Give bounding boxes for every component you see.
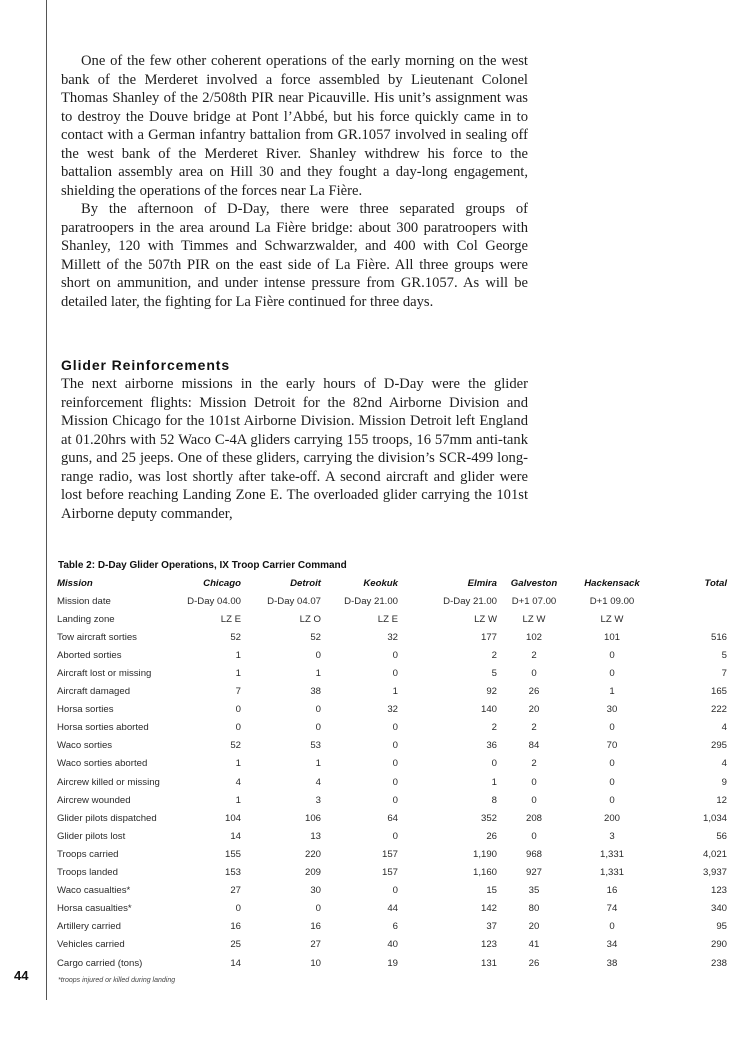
table-cell: 14 xyxy=(230,957,241,969)
table-row xyxy=(57,845,727,863)
table-row xyxy=(57,900,727,918)
table-cell: 0 xyxy=(235,704,241,716)
row-label: Waco sorties xyxy=(57,740,113,752)
table-cell: 209 xyxy=(304,867,321,879)
table-row xyxy=(57,683,727,701)
row-label: Artillery carried xyxy=(57,921,121,933)
table-cell: 968 xyxy=(525,848,542,860)
table-cell: 32 xyxy=(387,631,398,643)
table-cell: 0 xyxy=(392,830,398,842)
table-cell: 44 xyxy=(387,903,398,915)
table-cell: 1 xyxy=(315,758,321,770)
table-row xyxy=(57,628,727,646)
table-row xyxy=(57,918,727,936)
table-row xyxy=(57,827,727,845)
table-cell: 1 xyxy=(392,686,398,698)
table-cell: 40 xyxy=(387,939,398,951)
table-header-row xyxy=(57,574,727,592)
table-cell: 140 xyxy=(480,704,497,716)
table-cell: 38 xyxy=(606,957,618,969)
table-row xyxy=(57,864,727,882)
table-cell: 106 xyxy=(304,812,321,824)
table-cell: 84 xyxy=(528,740,540,752)
table-cell: 5 xyxy=(721,649,727,661)
row-label: Waco sorties aborted xyxy=(57,758,148,770)
table-title: Table 2: D-Day Glider Operations, IX Troop Carrier Command xyxy=(58,560,347,571)
table-cell: D-Day 21.00 xyxy=(443,595,497,607)
table-cell: 153 xyxy=(224,867,241,879)
paragraph-shanley: One of the few other coherent operations of the early morning on the west bank of the Merderet involved a force assembled by Lieutenant Colonel Thomas Shanley of the 2/508th PIR near Picauville. His unit’s assignment was to destroy the Douve bridge at Pont l’Abbé, but his force quickly came in to contact with a German infantry battalion from GR.1057 involved in sealing off the west bank of the Merderet River. Shanley withdrew his force to the battalion assembly area on Hill 30 and they fought a day-long engagement, shielding the operations of the forces near La Fière. xyxy=(61,53,528,199)
table-cell: 0 xyxy=(392,758,398,770)
row-label: Aircraft damaged xyxy=(57,686,131,698)
table-cell: 2 xyxy=(491,722,497,734)
table-row xyxy=(57,719,727,737)
table-cell: 26 xyxy=(528,686,540,698)
table-cell: 74 xyxy=(606,903,618,915)
table-row xyxy=(57,701,727,719)
table-cell: 200 xyxy=(603,812,620,824)
table-cell: 56 xyxy=(716,830,727,842)
table-cell: 7 xyxy=(235,686,241,698)
table-cell: 19 xyxy=(387,957,398,969)
table-cell: 4,021 xyxy=(702,848,727,860)
table-cell: 0 xyxy=(392,649,398,661)
table-cell: 0 xyxy=(315,903,321,915)
table-cell: 12 xyxy=(716,794,727,806)
table-cell xyxy=(653,610,727,628)
table-cell: 10 xyxy=(310,957,321,969)
table-cell: 14 xyxy=(230,830,241,842)
row-label: Mission date xyxy=(57,595,111,607)
table-cell: 1 xyxy=(315,668,321,680)
column-header: Mission xyxy=(57,577,93,589)
margin-rule xyxy=(46,0,47,1000)
table-cell: 222 xyxy=(710,704,727,716)
table-cell: 0 xyxy=(531,776,537,788)
table-cell: 0 xyxy=(392,776,398,788)
table-body xyxy=(57,592,727,972)
table-row xyxy=(57,755,727,773)
glider-operations-table xyxy=(57,574,727,972)
row-label: Troops landed xyxy=(57,867,118,879)
table-cell: 92 xyxy=(486,686,497,698)
table-cell: 1 xyxy=(235,758,241,770)
table-cell: 1,034 xyxy=(702,812,727,824)
table-cell: 9 xyxy=(721,776,727,788)
table-cell: 1,331 xyxy=(599,867,624,879)
table-cell: 4 xyxy=(235,776,241,788)
table-cell: 52 xyxy=(230,740,241,752)
table-cell: 53 xyxy=(310,740,321,752)
row-label: Waco casualties* xyxy=(57,885,131,897)
table-cell: 516 xyxy=(710,631,727,643)
table-cell: 0 xyxy=(392,722,398,734)
table-cell: LZ E xyxy=(377,613,398,625)
table-cell: 2 xyxy=(531,722,537,734)
table-cell: 0 xyxy=(315,704,321,716)
row-label: Tow aircraft sorties xyxy=(57,631,137,643)
table-cell: 155 xyxy=(224,848,241,860)
table-row xyxy=(57,773,727,791)
column-header: Elmira xyxy=(467,577,497,589)
table-cell: 4 xyxy=(721,722,727,734)
row-label: Horsa sorties aborted xyxy=(57,722,149,734)
table-cell: 30 xyxy=(606,704,618,716)
column-header: Detroit xyxy=(290,577,321,589)
table-cell xyxy=(653,592,727,610)
table-cell: 0 xyxy=(609,722,615,734)
table-cell: 0 xyxy=(315,722,321,734)
table-cell: 1,190 xyxy=(472,848,497,860)
table-cell: 165 xyxy=(710,686,727,698)
table-cell: 0 xyxy=(392,794,398,806)
table-cell: 13 xyxy=(310,830,321,842)
table-cell: 16 xyxy=(310,921,321,933)
row-label: Cargo carried (tons) xyxy=(57,957,143,969)
row-label: Aircrew killed or missing xyxy=(57,776,160,788)
table-cell: 290 xyxy=(710,939,727,951)
table-cell: 4 xyxy=(721,758,727,770)
table-cell: 0 xyxy=(531,794,537,806)
table-cell: LZ W xyxy=(600,613,624,625)
table-cell: 95 xyxy=(716,921,727,933)
body-text-top xyxy=(61,52,528,311)
table-cell: 1 xyxy=(235,794,241,806)
table-cell: 5 xyxy=(491,668,497,680)
page-number: 44 xyxy=(14,968,29,983)
table-cell: 0 xyxy=(392,885,398,897)
table-cell: 2 xyxy=(531,758,537,770)
table-cell: 1 xyxy=(609,686,615,698)
table-cell: 41 xyxy=(528,939,540,951)
table-row xyxy=(57,936,727,954)
table-cell: D-Day 04.07 xyxy=(267,595,321,607)
table-cell: 0 xyxy=(235,722,241,734)
table-cell: 3 xyxy=(315,794,321,806)
table-cell: 0 xyxy=(609,649,615,661)
table-cell: 26 xyxy=(486,830,497,842)
table-cell: 30 xyxy=(310,885,321,897)
table-cell: 27 xyxy=(310,939,321,951)
table-cell: 38 xyxy=(310,686,321,698)
table-row xyxy=(57,664,727,682)
table-cell: 36 xyxy=(486,740,497,752)
column-header: Chicago xyxy=(203,577,241,589)
row-label: Glider pilots dispatched xyxy=(57,812,157,824)
table-cell: 8 xyxy=(491,794,497,806)
table-cell: 52 xyxy=(310,631,321,643)
row-label: Horsa casualties* xyxy=(57,903,132,915)
table-cell: 131 xyxy=(480,957,497,969)
table-cell: 34 xyxy=(606,939,618,951)
table-cell: 157 xyxy=(381,867,398,879)
table-cell: 927 xyxy=(525,867,542,879)
table-cell: LZ E xyxy=(220,613,241,625)
table-cell: LZ W xyxy=(474,613,497,625)
table-row xyxy=(57,882,727,900)
table-cell: D+1 07.00 xyxy=(511,595,557,607)
table-cell: 0 xyxy=(609,668,615,680)
table-cell: 0 xyxy=(531,830,537,842)
table-cell: 1,160 xyxy=(472,867,497,879)
paragraph-afternoon: By the afternoon of D-Day, there were three separated groups of paratroopers in the area around La Fière bridge: about 300 paratroopers with Shanley, 120 with Timmes and Schwarzwalder, and 400 with Col George Millett of the 507th PIR on the east side of La Fière. All three groups were short on ammunition, and under intense pressure from GR.1057. As will be detailed later, the fighting for La Fière continued for three days. xyxy=(61,201,528,310)
table-row xyxy=(57,737,727,755)
table-cell: 0 xyxy=(609,921,615,933)
table-cell: 208 xyxy=(525,812,542,824)
table-cell: 0 xyxy=(235,903,241,915)
table-cell: 0 xyxy=(609,776,615,788)
table-cell: 220 xyxy=(304,848,321,860)
table-cell: 102 xyxy=(525,631,542,643)
table-cell: 1 xyxy=(235,649,241,661)
table-cell: 0 xyxy=(392,668,398,680)
row-label: Horsa sorties xyxy=(57,704,114,716)
column-header: Total xyxy=(704,577,727,589)
table-cell: 0 xyxy=(609,794,615,806)
table-cell: 0 xyxy=(609,758,615,770)
section-heading: Glider Reinforcements xyxy=(61,357,231,373)
table-cell: 52 xyxy=(230,631,241,643)
row-label: Aircraft lost or missing xyxy=(57,668,152,680)
table-cell: 101 xyxy=(603,631,620,643)
table-cell: 1,331 xyxy=(599,848,624,860)
paragraph-glider: The next airborne missions in the early hours of D-Day were the glider reinforcement flights: Mission Detroit for the 82nd Airborne Division and Mission Chicago for the 101st Airborne Division. Mission Detroit left England at 01.20hrs with 52 Waco C-4A gliders carrying 155 troops, 16 57mm anti-tank guns, and 25 jeeps. One of these gliders, carrying the division’s SCR-499 long-range radio, was lost shortly after take-off. A second aircraft and glider were lost before reaching Landing Zone E. The overloaded glider carrying the 101st Airborne deputy commander, xyxy=(61,376,528,522)
table-cell: 20 xyxy=(528,704,540,716)
table-row xyxy=(57,646,727,664)
table-cell: 27 xyxy=(230,885,241,897)
table-cell: 340 xyxy=(710,903,727,915)
row-label: Troops carried xyxy=(57,848,119,860)
table-cell: 80 xyxy=(528,903,540,915)
table-cell: 104 xyxy=(224,812,241,824)
table-cell: 25 xyxy=(230,939,241,951)
table-cell: 238 xyxy=(710,957,727,969)
table-cell: 1 xyxy=(491,776,497,788)
column-header: Galveston xyxy=(510,577,558,589)
table-cell: 177 xyxy=(480,631,497,643)
table-cell: 26 xyxy=(528,957,540,969)
table-cell: 0 xyxy=(392,740,398,752)
body-text-bottom xyxy=(61,375,528,523)
row-label: Vehicles carried xyxy=(57,939,125,951)
table-row xyxy=(57,954,727,972)
table-cell: 70 xyxy=(606,740,618,752)
table-cell: D-Day 04.00 xyxy=(187,595,241,607)
row-label: Glider pilots lost xyxy=(57,830,126,842)
table-cell: 4 xyxy=(315,776,321,788)
row-label: Landing zone xyxy=(57,613,115,625)
table-cell: 37 xyxy=(486,921,497,933)
table-row xyxy=(57,791,727,809)
table-cell: 35 xyxy=(528,885,540,897)
table-row xyxy=(57,610,727,628)
table-cell: 20 xyxy=(528,921,540,933)
table-cell: 3 xyxy=(609,830,615,842)
table-cell: 123 xyxy=(480,939,497,951)
table-cell: 352 xyxy=(480,812,497,824)
table-cell: LZ O xyxy=(299,613,321,625)
row-label: Aborted sorties xyxy=(57,649,122,661)
table-cell: 16 xyxy=(606,885,618,897)
table-footnote: *troops injured or killed during landing xyxy=(58,977,176,984)
table-cell: 2 xyxy=(531,649,537,661)
table-cell: 0 xyxy=(491,758,497,770)
table-row xyxy=(57,809,727,827)
table-cell: 15 xyxy=(486,885,497,897)
table-cell: 64 xyxy=(387,812,398,824)
table-cell: 7 xyxy=(721,668,727,680)
table-cell: 1 xyxy=(235,668,241,680)
table-cell: 32 xyxy=(387,704,398,716)
table-cell: 123 xyxy=(710,885,727,897)
table-cell: 0 xyxy=(531,668,537,680)
table-cell: D-Day 21.00 xyxy=(344,595,398,607)
table-cell: 0 xyxy=(315,649,321,661)
table-cell: D+1 09.00 xyxy=(589,595,635,607)
column-header: Hackensack xyxy=(584,577,640,589)
column-header: Keokuk xyxy=(363,577,398,589)
table-row xyxy=(57,592,727,610)
table-cell: 6 xyxy=(392,921,398,933)
row-label: Aircrew wounded xyxy=(57,794,131,806)
table-cell: 142 xyxy=(480,903,497,915)
table-cell: 157 xyxy=(381,848,398,860)
table-cell: 295 xyxy=(710,740,727,752)
table-cell: LZ W xyxy=(522,613,546,625)
table-cell: 3,937 xyxy=(702,867,727,879)
table-cell: 2 xyxy=(491,649,497,661)
table-cell: 16 xyxy=(230,921,241,933)
